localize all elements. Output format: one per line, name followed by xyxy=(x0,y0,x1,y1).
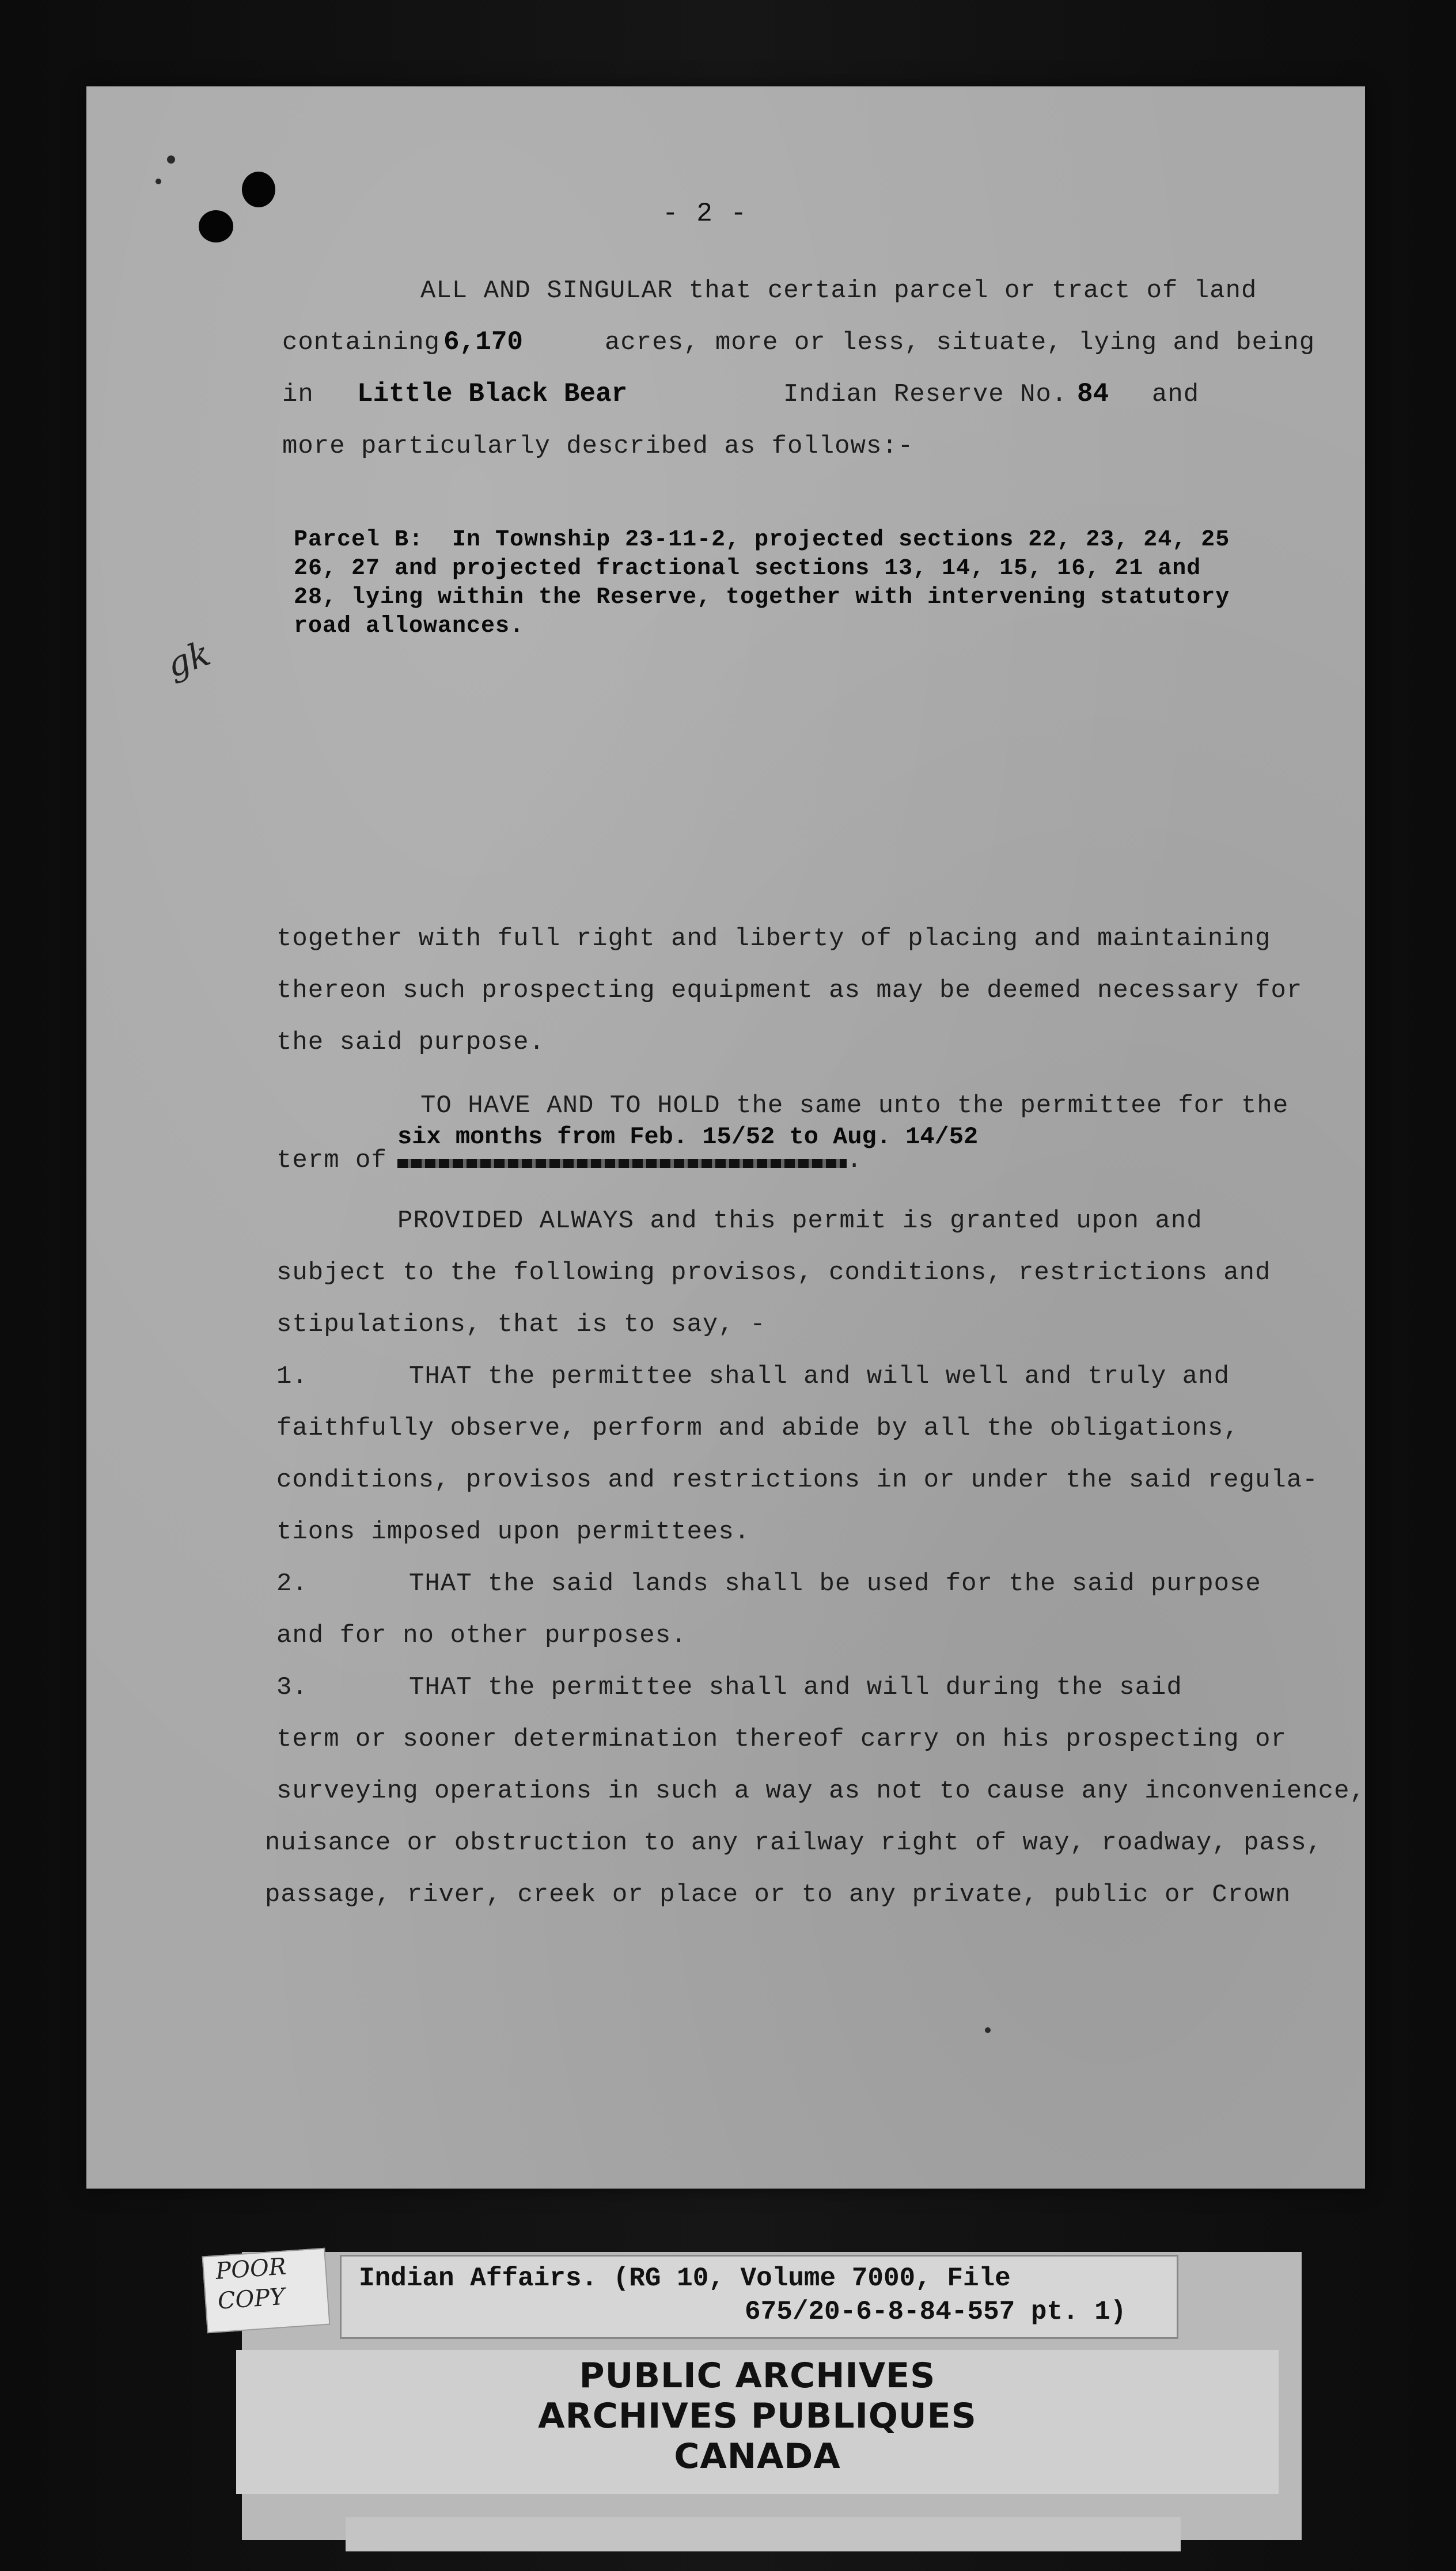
parcel-line: road allowances. xyxy=(294,613,525,639)
body-line: . xyxy=(847,1146,863,1175)
label-bottom-tab xyxy=(346,2517,1181,2551)
reserve-name: Little Black Bear xyxy=(357,379,628,409)
clause-number: 3. xyxy=(276,1673,308,1702)
poor-copy-text: POOR xyxy=(214,2253,287,2285)
stamp-line: ARCHIVES PUBLIQUES xyxy=(538,2396,977,2436)
ink-speck xyxy=(167,156,175,164)
ink-speck xyxy=(985,2027,991,2033)
archives-stamp xyxy=(236,2350,1279,2494)
intro-line: ALL AND SINGULAR that certain parcel or tract of land xyxy=(420,276,1257,305)
body-line: PROVIDED ALWAYS and this permit is granted upon and xyxy=(397,1207,1203,1235)
intro-line: and xyxy=(1152,380,1200,409)
intro-line: more particularly described as follows:- xyxy=(282,432,914,461)
stamp-line: CANADA xyxy=(674,2436,841,2477)
body-line: THAT the permittee shall and will well and truly and xyxy=(409,1362,1230,1391)
body-line: subject to the following provisos, conditions, restrictions and xyxy=(276,1258,1271,1287)
body-line: the said purpose. xyxy=(276,1028,545,1057)
body-line: together with full right and liberty of placing and maintaining xyxy=(276,924,1271,953)
archive-reference-label xyxy=(340,2255,1178,2339)
ink-blot xyxy=(199,210,233,242)
body-line: faithfully observe, perform and abide by all the obligations, xyxy=(276,1414,1239,1443)
archive-reference-line: 675/20-6-8-84-557 pt. 1) xyxy=(745,2297,1127,2327)
acres-value: 6,170 xyxy=(443,327,524,357)
body-line: nuisance or obstruction to any railway right of way, roadway, pass, xyxy=(265,1829,1323,1857)
body-line: term or sooner determination thereof carry on his prospecting or xyxy=(276,1725,1287,1754)
intro-line: containing xyxy=(282,328,441,357)
parcel-line: 26, 27 and projected fractional sections 13, 14, 15, 16, 21 and xyxy=(294,556,1201,582)
body-line: THAT the permittee shall and will during the said xyxy=(409,1673,1182,1702)
ink-speck xyxy=(156,179,161,184)
handwritten-initials: gk xyxy=(161,633,216,686)
struck-out-text xyxy=(397,1159,847,1168)
intro-line: acres, more or less, situate, lying and being xyxy=(605,328,1315,357)
poor-copy-tag xyxy=(202,2248,331,2334)
body-line: thereon such prospecting equipment as may be deemed necessary for xyxy=(276,976,1303,1005)
archive-reference-line: Indian Affairs. (RG 10, Volume 7000, File xyxy=(359,2263,1011,2293)
body-line: THAT the said lands shall be used for the said purpose xyxy=(409,1569,1261,1598)
clause-number: 2. xyxy=(276,1569,308,1598)
body-line: TO HAVE AND TO HOLD the same unto the permittee for the xyxy=(420,1091,1289,1120)
body-line: term of xyxy=(276,1146,387,1175)
ink-blot xyxy=(242,172,275,207)
poor-copy-text: COPY xyxy=(217,2283,286,2315)
body-line: and for no other purposes. xyxy=(276,1621,687,1650)
body-line: tions imposed upon permittees. xyxy=(276,1518,750,1546)
body-line: stipulations, that is to say, - xyxy=(276,1310,766,1339)
reserve-number: 84 xyxy=(1077,379,1109,409)
stamp-line: PUBLIC ARCHIVES xyxy=(579,2356,936,2396)
body-line: passage, river, creek or place or to any private, public or Crown xyxy=(265,1880,1291,1909)
page-number: - 2 - xyxy=(662,199,748,229)
intro-line: Indian Reserve No. xyxy=(783,380,1068,409)
body-line: surveying operations in such a way as not to cause any inconvenience, xyxy=(276,1777,1366,1806)
term-inserted: six months from Feb. 15/52 to Aug. 14/52 xyxy=(397,1123,979,1151)
parcel-line: 28, lying within the Reserve, together with intervening statutory xyxy=(294,585,1230,610)
body-line: conditions, provisos and restrictions in or under the said regula- xyxy=(276,1466,1318,1495)
intro-line: in xyxy=(282,380,314,409)
clause-number: 1. xyxy=(276,1362,308,1391)
document-page xyxy=(86,86,1365,2189)
parcel-line: Parcel B: In Township 23-11-2, projected sections 22, 23, 24, 25 xyxy=(294,527,1230,553)
